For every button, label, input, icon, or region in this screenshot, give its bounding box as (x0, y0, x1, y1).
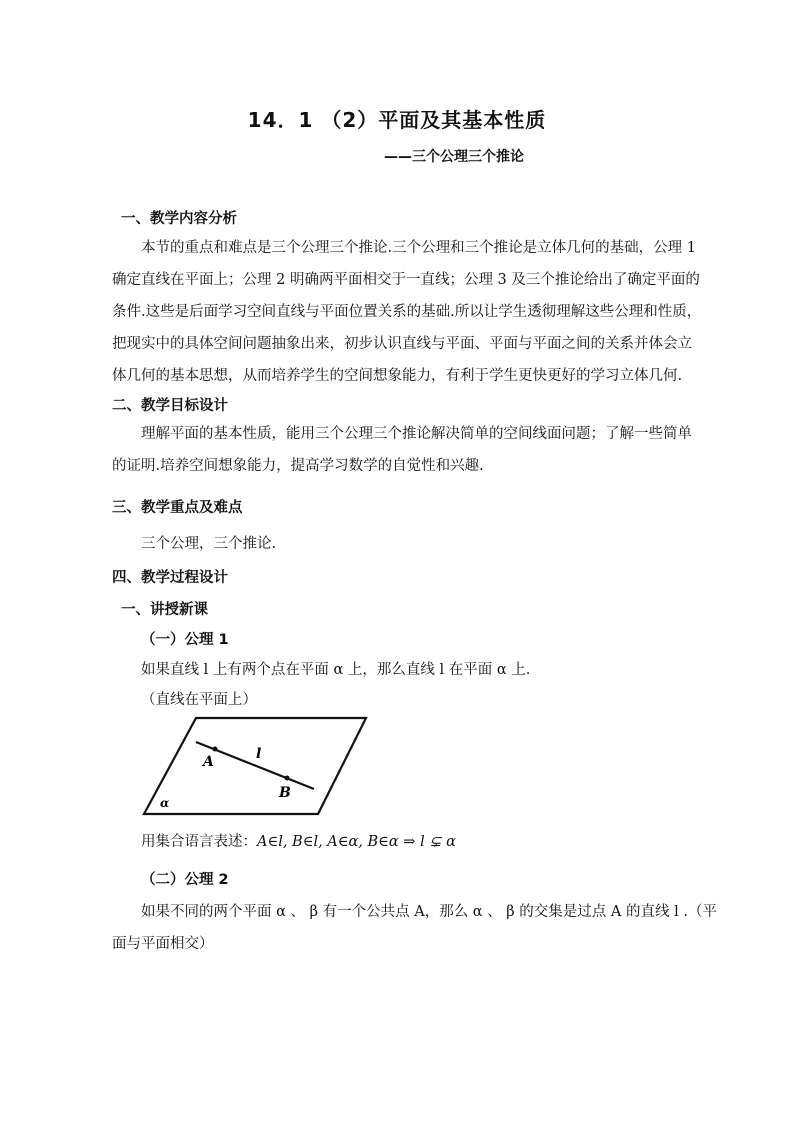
paragraph-line: 本节的重点和难点是三个公理三个推论.三个公理和三个推论是立体几何的基础，公理 1 (141, 240, 696, 256)
set-language-label: 用集合语言表述： (141, 834, 257, 850)
axiom-1-note: （直线在平面上） (141, 692, 257, 708)
point-b-dot (285, 776, 290, 781)
point-b-label: B (279, 785, 291, 801)
paragraph-line: 理解平面的基本性质，能用三个公理三个推论解决简单的空间线面问题；了解一些简单 (141, 426, 692, 442)
section-3-heading: 三、教学重点及难点 (112, 500, 243, 516)
axiom-2-paragraph (112, 896, 717, 960)
axiom-1-heading: （一）公理 1 (141, 632, 229, 648)
paragraph-line: 体几何的基本思想，从而培养学生的空间想象能力，有利于学生更快更好的学习立体几何. (112, 368, 683, 384)
set-language-line (141, 826, 456, 858)
section-1-paragraph (112, 232, 702, 392)
paragraph-line: 把现实中的具体空间问题抽象出来，初步认识直线与平面、平面与平面之间的关系并体会立 (112, 336, 692, 352)
plane-alpha-label: α (160, 796, 170, 810)
plane-line-figure (140, 712, 372, 822)
paragraph-line: 如果不同的两个平面 α 、 β 有一个公共点 A，那么 α 、 β 的交集是过点 A 的直线 l .（平 (141, 904, 717, 920)
section-1-heading: 一、教学内容分析 (121, 211, 237, 227)
page-subtitle: ——三个公理三个推论 (384, 149, 524, 165)
section-4-heading: 四、教学过程设计 (112, 570, 228, 586)
line-l-label: l (256, 746, 262, 762)
paragraph-line: 的证明.培养空间想象能力，提高学习数学的自觉性和兴趣. (112, 458, 484, 474)
paragraph-line: 确定直线在平面上；公理 2 明确两平面相交于一直线；公理 3 及三个推论给出了确定平面的 (112, 272, 700, 288)
point-a-dot (213, 747, 218, 752)
axiom-1-text: 如果直线 l 上有两个点在平面 α 上，那么直线 l 在平面 α 上. (141, 662, 531, 678)
axiom-2-heading: （二）公理 2 (141, 872, 229, 888)
subsection-heading: 一、讲授新课 (121, 602, 208, 618)
paragraph-line: 条件.这些是后面学习空间直线与平面位置关系的基础.所以让学生透彻理解这些公理和性质， (112, 304, 702, 320)
paragraph-line: 面与平面相交） (112, 936, 214, 952)
point-a-label: A (203, 754, 214, 770)
set-language-formula: A∈l, B∈l, A∈α, B∈α ⇒ l ⊊ α (257, 834, 456, 850)
page-title: 14．1 （2）平面及其基本性质 (247, 108, 547, 132)
section-2-paragraph (112, 418, 692, 482)
section-3-text: 三个公理，三个推论. (141, 536, 277, 552)
section-2-heading: 二、教学目标设计 (112, 398, 228, 414)
